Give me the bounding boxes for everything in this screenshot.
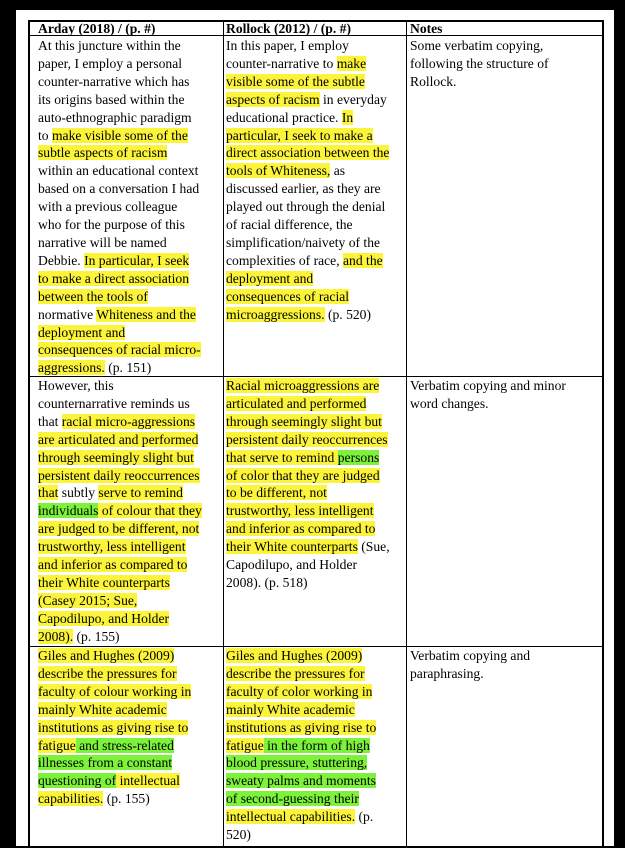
yellow-highlight-span: racial micro-aggressions are articulated and performed through seemingly slight but persistent daily reoccurrences that — [38, 413, 200, 501]
text-span: At this juncture within the paper, I employ a personal counter-narrative which has its origins based within the auto-ethnographic paradigm to — [38, 38, 192, 143]
column-divider-1 — [223, 20, 224, 846]
yellow-highlight-span: of colour that they are judged to be different, not trustworthy, less intelligent and inferior as compared to their White counterparts — [38, 503, 202, 590]
text-span: (p. 151) — [104, 360, 152, 376]
row1-rollock-cell — [226, 37, 406, 324]
header-arday: Arday (2018) / (p. #) — [38, 21, 156, 36]
yellow-highlight-span: Racial microaggressions are articulated and performed through seemingly slight but persistent daily reoccurrences that serve to remind — [226, 378, 388, 465]
row2-notes-cell: Verbatim copying and minor word changes. — [410, 378, 566, 411]
text-span: (p. 520) — [324, 306, 371, 322]
document-page — [16, 10, 614, 846]
yellow-highlight-span: make visible some of the subtle aspects of racism — [38, 127, 188, 161]
text-span: (p. 520) — [226, 809, 374, 843]
table-border-left — [28, 20, 30, 846]
table-border-right — [602, 20, 604, 846]
column-divider-2 — [406, 20, 407, 846]
row2-rollock-cell — [226, 377, 406, 592]
green-highlight-span: in the form of high blood pressure, stuttering, sweaty palms and moments of second-guessing their — [226, 737, 376, 807]
row1-notes-cell: Some verbatim copying, following the structure of Rollock. — [410, 38, 549, 89]
yellow-highlight-span: serve to remind — [98, 485, 183, 501]
text-span: (p. 155) — [103, 791, 150, 807]
header-notes: Notes — [410, 21, 443, 36]
row3-notes-cell: Verbatim copying and paraphrasing. — [410, 648, 531, 681]
text-span: as discussed earlier, as they are played out through the denial of racial difference, the simplification/naivety of the complexities of race, — [226, 163, 386, 268]
yellow-highlight-span: (Casey 2015; Sue, Capodilupo, and Holder 2008). — [38, 592, 170, 644]
yellow-highlight-span: make visible some of the subtle aspects of racism — [226, 55, 367, 107]
text-span: normative — [38, 306, 94, 322]
yellow-highlight-span: of color that they are judged to be different, not trustworthy, less intelligent and inferior as compared to their White counterparts — [226, 467, 380, 555]
text-span: subtly — [58, 485, 99, 501]
yellow-highlight-span: Whiteness and the deployment and consequences of racial micro- aggressions. — [38, 306, 201, 376]
yellow-highlight-span: and the deployment and consequences of racial microaggressions. — [226, 252, 383, 322]
text-span: However, this counternarrative reminds us that — [38, 378, 190, 429]
text-span: (p. 155) — [73, 628, 120, 644]
yellow-highlight-span: intellectual capabilities. — [226, 809, 356, 825]
green-highlight-span: persons — [337, 449, 380, 465]
yellow-highlight-span: intellectual capabilities. — [38, 773, 180, 807]
row2-arday-cell — [38, 377, 223, 646]
text-span: In this paper, I employ counter-narrative to — [226, 38, 349, 71]
yellow-highlight-span: In particular, I seek to make a direct association between the tools of — [38, 252, 190, 304]
row1-arday-cell — [38, 37, 223, 377]
yellow-highlight-span: Giles and Hughes (2009) describe the pressures for faculty of color working in mainly White academic institutions as giving rise to fatigue — [226, 648, 377, 753]
green-highlight-span: and stress-related illnesses from a constant questioning of — [38, 737, 174, 789]
text-span: (Sue, Capodilupo, and Holder 2008). (p. 518) — [226, 539, 390, 590]
green-highlight-span: individuals — [38, 503, 99, 519]
text-span: in everyday educational practice. — [226, 91, 387, 125]
text-span: within an educational context based on a conversation I had with a previous colleague who for the purpose of this narrative will be named Debbie. — [38, 163, 200, 268]
header-rollock: Rollock (2012) / (p. #) — [226, 21, 351, 36]
row3-arday-cell — [38, 647, 223, 808]
yellow-highlight-span: In particular, I seek to make a direct association between the tools of Whiteness, — [226, 109, 390, 179]
row3-rollock-cell — [226, 647, 406, 844]
yellow-highlight-span: Giles and Hughes (2009) describe the pressures for faculty of colour working in mainly White academic institutions as giving rise to fatigue — [38, 648, 192, 753]
